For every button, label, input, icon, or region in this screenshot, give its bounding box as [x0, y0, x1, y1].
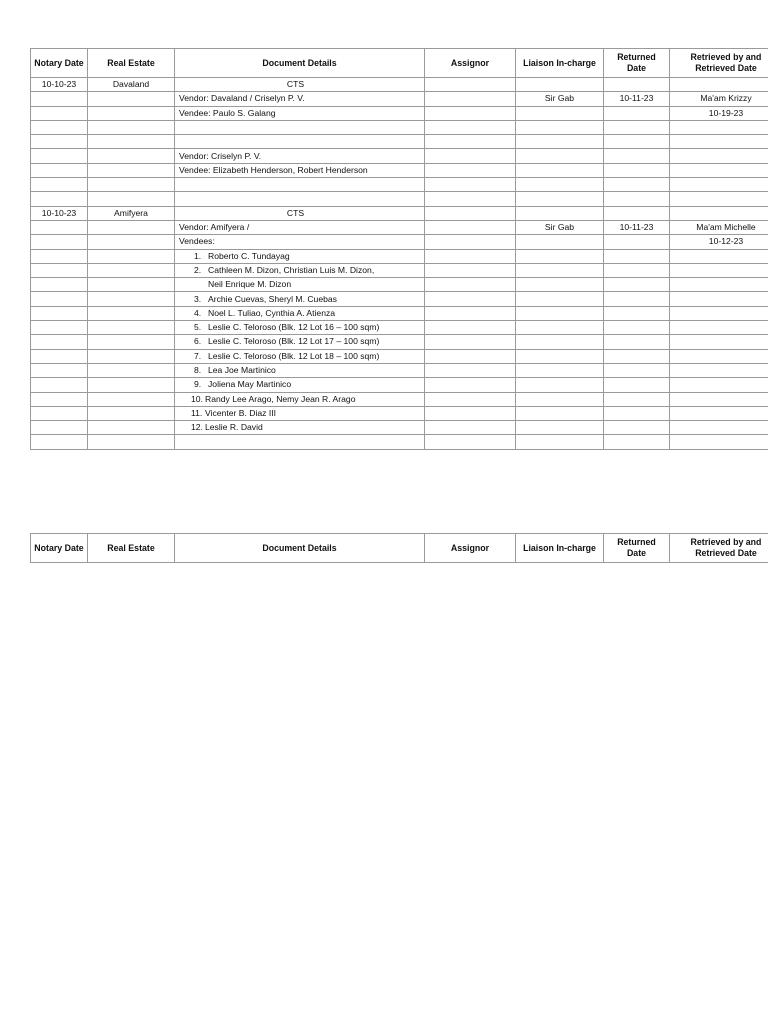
- liaison-cell: [516, 335, 604, 349]
- retrieved-cell: [670, 392, 768, 406]
- liaison-cell: Sir Gab: [516, 220, 604, 234]
- returned-date-cell: [604, 335, 670, 349]
- table-row: [31, 206, 768, 220]
- document-details-cell: Vendee: Paulo S. Galang: [175, 106, 425, 120]
- retrieved-cell: 10-19-23: [670, 106, 768, 120]
- table-row: [31, 249, 768, 263]
- notary-date-cell: [31, 235, 88, 249]
- returned-date-cell: [604, 292, 670, 306]
- real-estate-cell: [88, 249, 175, 263]
- retrieved-cell: [670, 321, 768, 335]
- item-number: 11.: [191, 407, 203, 418]
- item-number: 8.: [194, 365, 202, 376]
- returned-date-cell: [604, 120, 670, 134]
- notary-date-cell: [31, 135, 88, 149]
- table-row: [31, 421, 768, 435]
- real-estate-cell: [88, 135, 175, 149]
- returned-date-cell: [604, 349, 670, 363]
- real-estate-cell: [88, 321, 175, 335]
- retrieved-cell: [670, 421, 768, 435]
- document-details-cell: [175, 321, 425, 335]
- item-text: Cathleen M. Dizon, Christian Luis M. Dizon,: [208, 265, 375, 275]
- header-real-estate: Real Estate: [88, 49, 175, 78]
- returned-date-cell: [604, 392, 670, 406]
- liaison-cell: [516, 378, 604, 392]
- table-row: [31, 135, 768, 149]
- returned-date-cell: [604, 363, 670, 377]
- table-row: [31, 349, 768, 363]
- assignor-cell: [425, 106, 516, 120]
- liaison-cell: [516, 106, 604, 120]
- item-number: 10.: [191, 393, 203, 404]
- assignor-cell: [425, 421, 516, 435]
- liaison-cell: [516, 263, 604, 277]
- header-document-details: Document Details: [175, 49, 425, 78]
- item-number: 3.: [194, 293, 202, 304]
- item-text: Lea Joe Martinico: [208, 365, 276, 376]
- notary-date-cell: 10-10-23: [31, 78, 88, 92]
- liaison-cell: [516, 321, 604, 335]
- liaison-cell: [516, 435, 604, 449]
- item-number: 2.: [194, 265, 202, 275]
- real-estate-cell: [88, 435, 175, 449]
- real-estate-cell: [88, 163, 175, 177]
- retrieved-cell: Ma'am Krizzy: [670, 92, 768, 106]
- document-details-cell: [175, 263, 425, 277]
- liaison-cell: [516, 178, 604, 192]
- retrieved-cell: [670, 363, 768, 377]
- table-row: [31, 163, 768, 177]
- document-details-cell: [175, 335, 425, 349]
- notary-date-cell: [31, 306, 88, 320]
- returned-date-cell: [604, 192, 670, 206]
- assignor-cell: [425, 292, 516, 306]
- document-details-cell: [175, 435, 425, 449]
- assignor-cell: [425, 249, 516, 263]
- document-details-cell: Vendees:: [175, 235, 425, 249]
- retrieved-cell: [670, 178, 768, 192]
- document-details-cell: Vendor: Davaland / Criselyn P. V.: [175, 92, 425, 106]
- table-row: [31, 406, 768, 420]
- assignor-cell: [425, 363, 516, 377]
- retrieved-cell: [670, 378, 768, 392]
- item-text: Leslie C. Teloroso (Blk. 12 Lot 18 – 100 sqm): [208, 350, 380, 361]
- returned-date-cell: [604, 249, 670, 263]
- real-estate-cell: [88, 220, 175, 234]
- notary-date-cell: [31, 149, 88, 163]
- item-number: 7.: [194, 350, 202, 361]
- assignor-cell: [425, 220, 516, 234]
- assignor-cell: [425, 178, 516, 192]
- real-estate-cell: [88, 235, 175, 249]
- table-row: [31, 321, 768, 335]
- notary-date-cell: [31, 378, 88, 392]
- liaison-cell: [516, 163, 604, 177]
- table-row: [31, 92, 768, 106]
- header-notary-date: Notary Date: [31, 49, 88, 78]
- notary-date-cell: [31, 292, 88, 306]
- document-details-cell: [175, 363, 425, 377]
- returned-date-cell: [604, 263, 670, 277]
- returned-date-cell: [604, 78, 670, 92]
- item-number: 6.: [194, 336, 202, 347]
- item-text: Archie Cuevas, Sheryl M. Cuebas: [208, 293, 337, 304]
- real-estate-cell: [88, 378, 175, 392]
- item-number: 9.: [194, 379, 202, 390]
- liaison-cell: [516, 278, 604, 292]
- returned-date-cell: [604, 435, 670, 449]
- table-row: [31, 435, 768, 449]
- liaison-cell: [516, 406, 604, 420]
- liaison-cell: Sir Gab: [516, 92, 604, 106]
- item-text: Leslie R. David: [205, 422, 263, 433]
- assignor-cell: [425, 263, 516, 277]
- notary-date-cell: [31, 263, 88, 277]
- returned-date-cell: [604, 106, 670, 120]
- header-liaison: Liaison In-charge: [516, 534, 604, 563]
- retrieved-cell: [670, 163, 768, 177]
- assignor-cell: [425, 306, 516, 320]
- assignor-cell: [425, 321, 516, 335]
- real-estate-cell: [88, 106, 175, 120]
- notary-date-cell: [31, 120, 88, 134]
- notary-date-cell: [31, 406, 88, 420]
- real-estate-cell: [88, 306, 175, 320]
- document-details-cell: Vendee: Elizabeth Henderson, Robert Henderson: [175, 163, 425, 177]
- item-text: Vicenter B. Diaz III: [205, 407, 277, 418]
- header-returned-date: Returned Date: [604, 49, 670, 78]
- document-details-cell: [175, 178, 425, 192]
- notary-date-cell: [31, 392, 88, 406]
- assignor-cell: [425, 149, 516, 163]
- retrieved-cell: [670, 135, 768, 149]
- returned-date-cell: [604, 206, 670, 220]
- real-estate-cell: [88, 349, 175, 363]
- returned-date-cell: [604, 406, 670, 420]
- table-row: [31, 235, 768, 249]
- notary-date-cell: [31, 220, 88, 234]
- document-details-cell: [175, 135, 425, 149]
- liaison-cell: [516, 292, 604, 306]
- returned-date-cell: [604, 163, 670, 177]
- document-details-cell: [175, 406, 425, 420]
- table-row: [31, 192, 768, 206]
- table-row: [31, 278, 768, 292]
- notary-date-cell: [31, 421, 88, 435]
- document-details-cell: [175, 392, 425, 406]
- assignor-cell: [425, 206, 516, 220]
- notary-date-cell: [31, 249, 88, 263]
- returned-date-cell: [604, 421, 670, 435]
- table-row: [31, 378, 768, 392]
- retrieved-cell: [670, 306, 768, 320]
- notary-date-cell: [31, 363, 88, 377]
- retrieved-cell: [670, 292, 768, 306]
- item-number: 1.: [194, 250, 202, 261]
- assignor-cell: [425, 406, 516, 420]
- table-row: [31, 392, 768, 406]
- liaison-cell: [516, 306, 604, 320]
- document-details-cell: CTS: [175, 78, 425, 92]
- real-estate-cell: [88, 120, 175, 134]
- header-notary-date: Notary Date: [31, 534, 88, 563]
- table-row: [31, 306, 768, 320]
- retrieved-cell: [670, 278, 768, 292]
- notary-date-cell: [31, 163, 88, 177]
- document-details-cell: [175, 306, 425, 320]
- assignor-cell: [425, 92, 516, 106]
- table-row: [31, 292, 768, 306]
- document-details-cell: [175, 349, 425, 363]
- real-estate-cell: [88, 292, 175, 306]
- assignor-cell: [425, 278, 516, 292]
- liaison-cell: [516, 78, 604, 92]
- assignor-cell: [425, 78, 516, 92]
- notary-date-cell: [31, 278, 88, 292]
- assignor-cell: [425, 378, 516, 392]
- liaison-cell: [516, 421, 604, 435]
- retrieved-cell: [670, 78, 768, 92]
- assignor-cell: [425, 335, 516, 349]
- notary-date-cell: [31, 435, 88, 449]
- header-liaison: Liaison In-charge: [516, 49, 604, 78]
- real-estate-cell: [88, 92, 175, 106]
- item-text: Randy Lee Arago, Nemy Jean R. Arago: [205, 393, 356, 404]
- returned-date-cell: [604, 235, 670, 249]
- item-text: Joliena May Martinico: [208, 379, 292, 390]
- real-estate-cell: [88, 421, 175, 435]
- assignor-cell: [425, 435, 516, 449]
- assignor-cell: [425, 235, 516, 249]
- document-log-body: [31, 78, 768, 450]
- returned-date-cell: [604, 321, 670, 335]
- table-row: [31, 106, 768, 120]
- liaison-cell: [516, 235, 604, 249]
- document-details-cell: CTS: [175, 206, 425, 220]
- retrieved-cell: [670, 406, 768, 420]
- real-estate-cell: [88, 263, 175, 277]
- notary-date-cell: [31, 92, 88, 106]
- retrieved-cell: [670, 206, 768, 220]
- real-estate-cell: [88, 192, 175, 206]
- header-row: [31, 534, 768, 563]
- real-estate-cell: [88, 149, 175, 163]
- real-estate-cell: [88, 178, 175, 192]
- document-log-table-2: [30, 533, 768, 563]
- notary-date-cell: [31, 106, 88, 120]
- liaison-cell: [516, 149, 604, 163]
- assignor-cell: [425, 163, 516, 177]
- table-row: [31, 335, 768, 349]
- document-details-cell: Vendor: Amifyera /: [175, 220, 425, 234]
- retrieved-cell: [670, 149, 768, 163]
- item-number: 5.: [194, 322, 202, 333]
- item-text: Noel L. Tuliao, Cynthia A. Atienza: [208, 307, 336, 318]
- returned-date-cell: [604, 306, 670, 320]
- item-number: 12.: [191, 422, 203, 433]
- header-assignor: Assignor: [425, 49, 516, 78]
- liaison-cell: [516, 363, 604, 377]
- notary-date-cell: 10-10-23: [31, 206, 88, 220]
- header-document-details: Document Details: [175, 534, 425, 563]
- returned-date-cell: 10-11-23: [604, 220, 670, 234]
- table-row: [31, 78, 768, 92]
- retrieved-cell: [670, 249, 768, 263]
- liaison-cell: [516, 249, 604, 263]
- table-row: [31, 220, 768, 234]
- returned-date-cell: [604, 149, 670, 163]
- liaison-cell: [516, 349, 604, 363]
- returned-date-cell: [604, 178, 670, 192]
- item-number: 4.: [194, 307, 202, 318]
- document-details-cell: Vendor: Criselyn P. V.: [175, 149, 425, 163]
- assignor-cell: [425, 392, 516, 406]
- retrieved-cell: 10-12-23: [670, 235, 768, 249]
- header-assignor: Assignor: [425, 534, 516, 563]
- table-row: [31, 149, 768, 163]
- header-retrieved: Retrieved by and Retrieved Date: [670, 49, 768, 78]
- retrieved-cell: Ma'am Michelle: [670, 220, 768, 234]
- notary-date-cell: [31, 321, 88, 335]
- returned-date-cell: [604, 278, 670, 292]
- retrieved-cell: [670, 349, 768, 363]
- real-estate-cell: Amifyera: [88, 206, 175, 220]
- real-estate-cell: [88, 392, 175, 406]
- assignor-cell: [425, 135, 516, 149]
- notary-date-cell: [31, 178, 88, 192]
- assignor-cell: [425, 349, 516, 363]
- returned-date-cell: [604, 378, 670, 392]
- document-details-cell: [175, 378, 425, 392]
- header-row: [31, 49, 768, 78]
- table-row: [31, 363, 768, 377]
- document-details-cell: [175, 421, 425, 435]
- real-estate-cell: [88, 278, 175, 292]
- returned-date-cell: [604, 135, 670, 149]
- real-estate-cell: [88, 335, 175, 349]
- liaison-cell: [516, 120, 604, 134]
- table-row: [31, 263, 768, 277]
- assignor-cell: [425, 192, 516, 206]
- document-details-cell: [175, 249, 425, 263]
- document-log-table: [30, 48, 768, 450]
- item-text: Roberto C. Tundayag: [208, 250, 290, 261]
- notary-date-cell: [31, 349, 88, 363]
- retrieved-cell: [670, 192, 768, 206]
- liaison-cell: [516, 206, 604, 220]
- document-details-cell: Neil Enrique M. Dizon: [175, 278, 425, 292]
- header-retrieved: Retrieved by and Retrieved Date: [670, 534, 768, 563]
- real-estate-cell: [88, 406, 175, 420]
- returned-date-cell: 10-11-23: [604, 92, 670, 106]
- retrieved-cell: [670, 435, 768, 449]
- item-text: Leslie C. Teloroso (Blk. 12 Lot 16 – 100 sqm): [208, 322, 380, 333]
- notary-date-cell: [31, 192, 88, 206]
- real-estate-cell: [88, 363, 175, 377]
- real-estate-cell: Davaland: [88, 78, 175, 92]
- header-returned-date: Returned Date: [604, 534, 670, 563]
- liaison-cell: [516, 192, 604, 206]
- assignor-cell: [425, 120, 516, 134]
- liaison-cell: [516, 135, 604, 149]
- document-details-cell: [175, 192, 425, 206]
- document-details-cell: [175, 292, 425, 306]
- notary-date-cell: [31, 335, 88, 349]
- header-real-estate: Real Estate: [88, 534, 175, 563]
- retrieved-cell: [670, 263, 768, 277]
- liaison-cell: [516, 392, 604, 406]
- table-row: [31, 120, 768, 134]
- table-row: [31, 178, 768, 192]
- retrieved-cell: [670, 335, 768, 349]
- document-details-cell: [175, 120, 425, 134]
- retrieved-cell: [670, 120, 768, 134]
- item-text: Leslie C. Teloroso (Blk. 12 Lot 17 – 100 sqm): [208, 336, 380, 347]
